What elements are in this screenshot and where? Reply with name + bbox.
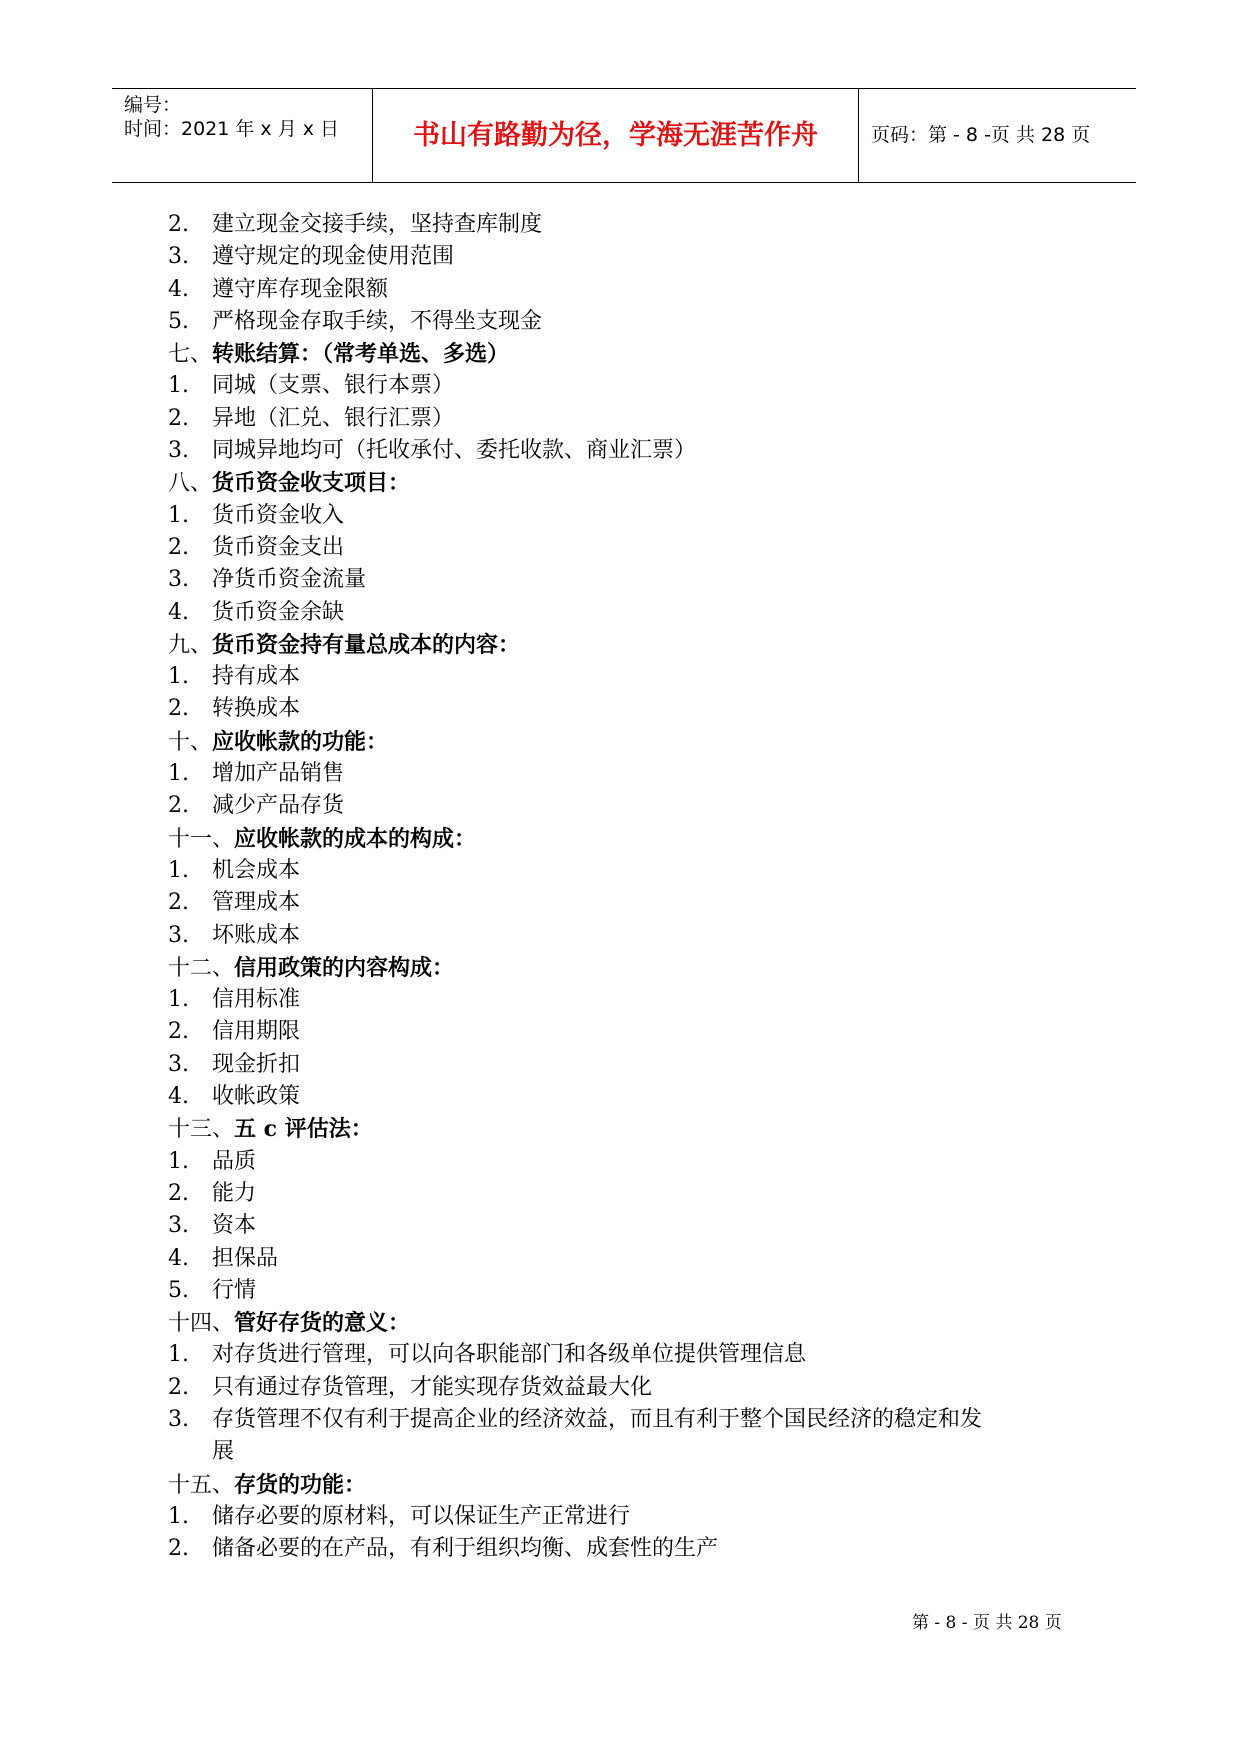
list-item-text: 建立现金交接手续，坚持查库制度 — [212, 212, 543, 237]
list-item — [168, 758, 1088, 790]
header-page-cell — [859, 89, 1136, 182]
list-item-text: 品质 — [212, 1148, 257, 1174]
list-item-continuation-text: 展 — [212, 1439, 235, 1465]
list-item-number: 2. — [168, 405, 189, 431]
header-left-cell — [112, 89, 373, 182]
section-heading — [168, 952, 1088, 984]
section-heading-text: 存货的功能： — [234, 1471, 367, 1498]
list-item-number: 1. — [168, 1148, 189, 1174]
section-heading-prefix: 十二、 — [168, 955, 235, 981]
section-heading-prefix: 十五、 — [168, 1472, 235, 1498]
list-item — [168, 1210, 1088, 1242]
section-heading-prefix: 十一、 — [168, 826, 235, 852]
section-heading-prefix: 十四、 — [168, 1311, 235, 1337]
section-heading — [168, 467, 1088, 499]
list-item — [168, 1339, 1088, 1371]
header-page-code: 页码：第 - 8 -页 共 28 页 — [871, 124, 1091, 146]
list-item-text: 净货币资金流量 — [212, 567, 367, 593]
list-item-text: 异地（汇兑、银行汇票） — [212, 405, 455, 431]
list-item-number: 4. — [168, 276, 189, 302]
list-item-text: 遵守规定的现金使用范围 — [212, 244, 455, 270]
list-item-text: 货币资金支出 — [212, 534, 345, 560]
page-footer: 第 - 8 - 页 共 28 页 — [912, 1613, 1062, 1633]
list-item-text: 收帐政策 — [212, 1084, 301, 1110]
section-heading-text: 转账结算：（常考单选、多选） — [212, 341, 510, 368]
list-item-text: 对存货进行管理，可以向各职能部门和各级单位提供管理信息 — [212, 1342, 807, 1368]
list-item-number: 2. — [168, 1536, 189, 1562]
list-item-number: 2. — [168, 1019, 189, 1045]
list-item-number: 1. — [168, 373, 189, 399]
page-header — [112, 88, 1136, 183]
section-heading-text: 应收帐款的功能： — [212, 728, 389, 755]
section-heading-text: 货币资金收支项目： — [212, 470, 411, 497]
header-motto-cell — [373, 89, 859, 182]
section-heading-text: 应收帐款的成本的构成： — [234, 825, 477, 852]
list-item-text: 货币资金余缺 — [212, 599, 345, 625]
list-item-text: 坏账成本 — [212, 922, 301, 948]
list-item — [168, 500, 1088, 532]
list-item — [168, 1016, 1088, 1048]
section-heading-text: 五 c 评估法： — [234, 1116, 373, 1143]
list-item-text: 只有通过存货管理，才能实现存货效益最大化 — [212, 1374, 653, 1400]
header-motto: 书山有路勤为径，学海无涯苦作舟 — [413, 120, 818, 151]
list-item-number: 1. — [168, 1503, 189, 1529]
list-item — [168, 370, 1088, 402]
list-item — [168, 1081, 1088, 1113]
section-heading-prefix: 十、 — [168, 729, 213, 755]
section-heading — [168, 823, 1088, 855]
list-item-continuation — [168, 1436, 1088, 1468]
list-item — [168, 209, 1088, 241]
list-item — [168, 1533, 1088, 1565]
list-item-text: 货币资金收入 — [212, 502, 345, 528]
list-item-text: 存货管理不仅有利于提高企业的经济效益，而且有利于整个国民经济的稳定和发 — [212, 1406, 983, 1432]
list-item — [168, 241, 1088, 273]
list-item-text: 信用期限 — [212, 1019, 301, 1045]
list-item-number: 2. — [168, 212, 189, 237]
list-item — [168, 1178, 1088, 1210]
section-heading-text: 货币资金持有量总成本的内容： — [212, 631, 521, 658]
list-item-text: 能力 — [212, 1180, 257, 1206]
list-item — [168, 920, 1088, 952]
list-item — [168, 435, 1088, 467]
list-item-number: 3. — [168, 1213, 189, 1239]
section-heading-prefix: 九、 — [168, 632, 213, 658]
list-item — [168, 1146, 1088, 1178]
list-item-number: 1. — [168, 502, 189, 528]
list-item — [168, 1404, 1088, 1436]
list-item — [168, 1501, 1088, 1533]
list-item-number: 5. — [168, 308, 189, 334]
section-heading — [168, 629, 1088, 661]
list-item-number: 2. — [168, 793, 189, 819]
list-item-number: 3. — [168, 922, 189, 948]
list-item-text: 储存必要的原材料，可以保证生产正常进行 — [212, 1503, 631, 1529]
document-body — [168, 209, 1088, 1565]
document-number-label: 编号： — [124, 94, 182, 116]
list-item-number: 2. — [168, 1180, 189, 1206]
section-heading-text: 信用政策的内容构成： — [234, 954, 455, 981]
section-heading-prefix: 七、 — [168, 342, 213, 368]
section-heading — [168, 726, 1088, 758]
list-item-number: 2. — [168, 696, 189, 722]
section-heading-prefix: 八、 — [168, 471, 213, 497]
list-item — [168, 532, 1088, 564]
list-item — [168, 1372, 1088, 1404]
list-item-number: 4. — [168, 1245, 189, 1271]
list-item — [168, 984, 1088, 1016]
list-item-number: 3. — [168, 1406, 189, 1432]
list-item-text: 转换成本 — [212, 696, 301, 722]
section-heading — [168, 1307, 1088, 1339]
list-item-number: 1. — [168, 857, 189, 883]
list-item-number: 1. — [168, 761, 189, 787]
list-item-number: 1. — [168, 987, 189, 1013]
list-item — [168, 855, 1088, 887]
list-item — [168, 661, 1088, 693]
list-item-number: 1. — [168, 1342, 189, 1368]
list-item-number: 1. — [168, 664, 189, 690]
list-item-text: 担保品 — [212, 1245, 279, 1271]
section-heading — [168, 1469, 1088, 1501]
list-item-number: 3. — [168, 244, 189, 270]
list-item — [168, 564, 1088, 596]
list-item — [168, 403, 1088, 435]
list-item — [168, 306, 1088, 338]
list-item-text: 遵守库存现金限额 — [212, 276, 389, 302]
list-item-text: 减少产品存货 — [212, 793, 345, 819]
list-item-number: 2. — [168, 890, 189, 916]
list-item-number: 4. — [168, 599, 189, 625]
list-item-text: 资本 — [212, 1213, 257, 1239]
section-heading — [168, 1113, 1088, 1145]
list-item-text: 严格现金存取手续，不得坐支现金 — [212, 308, 543, 334]
list-item-text: 现金折扣 — [212, 1051, 301, 1077]
list-item-text: 同城异地均可（托收承付、委托收款、商业汇票） — [212, 438, 697, 464]
section-heading-prefix: 十三、 — [168, 1117, 235, 1143]
list-item-number: 4. — [168, 1084, 189, 1110]
section-heading — [168, 338, 1088, 370]
list-item — [168, 693, 1088, 725]
list-item-text: 同城（支票、银行本票） — [212, 373, 455, 399]
list-item-number: 2. — [168, 534, 189, 560]
list-item-text: 增加产品销售 — [212, 761, 345, 787]
list-item — [168, 1049, 1088, 1081]
list-item-number: 3. — [168, 438, 189, 464]
section-heading-text: 管好存货的意义： — [234, 1310, 411, 1337]
list-item — [168, 1275, 1088, 1307]
document-time-label: 时间：2021 年 x 月 x 日 — [124, 118, 340, 140]
list-item-text: 机会成本 — [212, 857, 301, 883]
list-item-text: 储备必要的在产品，有利于组织均衡、成套性的生产 — [212, 1536, 719, 1562]
list-item-number: 3. — [168, 1051, 189, 1077]
list-item — [168, 887, 1088, 919]
list-item — [168, 597, 1088, 629]
list-item-text: 管理成本 — [212, 890, 301, 916]
list-item — [168, 274, 1088, 306]
list-item-number: 5. — [168, 1277, 189, 1303]
list-item-text: 行情 — [212, 1277, 257, 1303]
list-item-text: 持有成本 — [212, 664, 301, 690]
list-item — [168, 790, 1088, 822]
list-item-number: 3. — [168, 567, 189, 593]
list-item-text: 信用标准 — [212, 987, 301, 1013]
list-item-number: 2. — [168, 1374, 189, 1400]
list-item — [168, 1243, 1088, 1275]
